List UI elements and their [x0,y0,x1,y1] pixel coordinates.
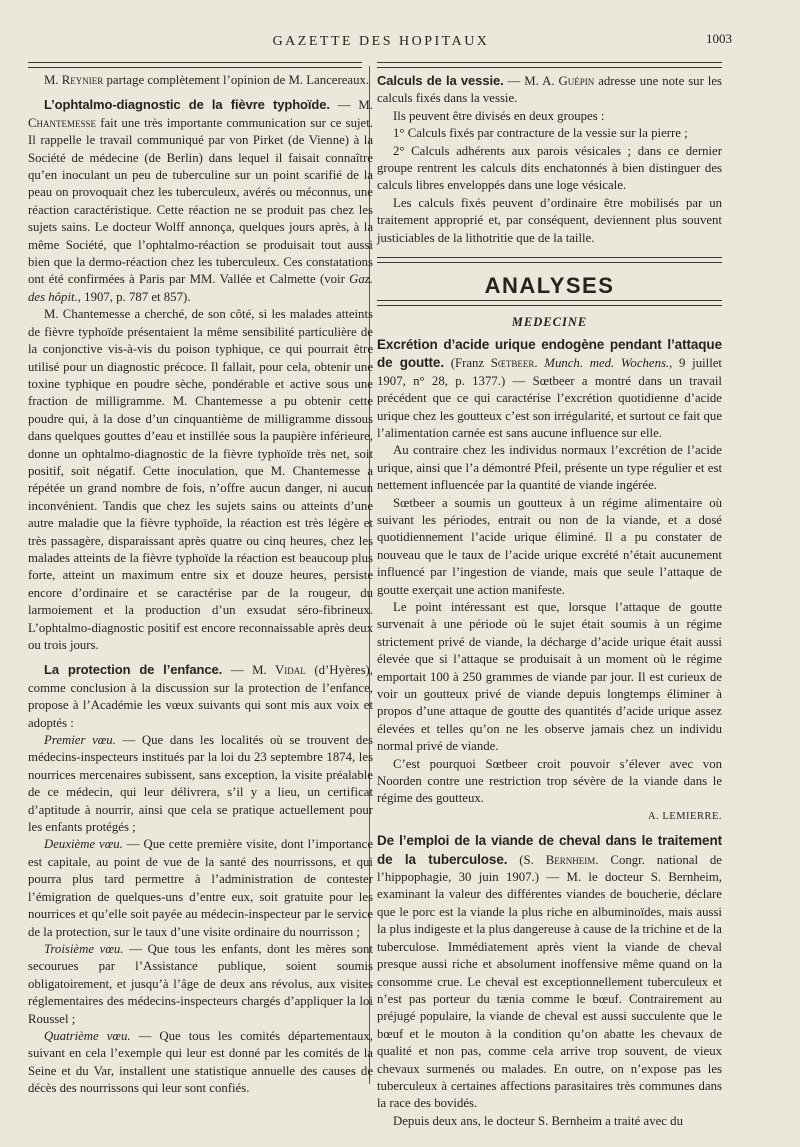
citation: , 9 juillet 1907, n° 28, p. 1377.) [377,356,722,388]
paragraph-text: fait une très importante communication sur ce sujet. Il rappelle le travail communiqué par von Pirket (de Vienne) à la Société de médecine (de Berlin) dans lequel il faisait connaître qu’en inoculant un peu de tuberculine sur un point scarifié de la peau on provoquait chez les tuberculeux, avérés ou méconnus, une réaction caractéristique. Cette réaction ne se produit pas chez les sujets sains. Le docteur Wolff annonça, quelques jours après, à la même Société, que l’ophtalmo-réaction se produisait tout aussi bien que la dermo-réaction chez les tuberculeux. Ces constatations ont été confirmées à Paris par MM. Vallée et Calmette (voir [28,115,373,287]
section-rule [377,257,722,263]
cheval-paragraph [377,832,722,1113]
voeu-3 [28,941,373,1028]
ophtalmo-paragraph-2: M. Chantemesse a cherché, de son côté, si les malades atteints de fièvre typhoïde présentaient la même sensibilité particulière de la conjonctive vis-à-vis du poison typhique, ce qui pourrait être utilisé pour un diagnostic précoce. Il fallait, pour cela, obtenir une toxine typhique en poudre sèche, pondérable et active sous une fraction de milligramme. M. Chantemesse a pu obtenir cette poudre qui, à la dose d’un cinquantième de milligramme dissous dans quelques gouttes d’eau et instillée sous la paupière inférieure, donne un ophtalmo-diagnostic de la fièvre typhoïde très net, soit positif, soit négatif. Cette inoculation, que M. Chantemesse a répétée un grand nombre de fois, n’offre aucun danger, ni aucun inconvénient. Tandis que chez les sujets sains ou atteints d’une autre maladie que la fièvre typhoïde, la réaction est très légère et très passagère, disparaissant après quatre ou cinq heures, chez les malades atteints de la fièvre typhoïde la réaction est beaucoup plus forte, atteint un maximum entre six et douze heures, persiste encore d’ordinaire et se caractérise par de la rougeur, du larmoiement et la production d’un exsudat séro-fibrineux. L’ophtalmo-diagnostic positif est encore reconnaissable après deux ou trois jours. [28,307,373,652]
paragraph-text: — M. le docteur S. Bernheim, examinant la valeur des différentes viandes de boucherie, déclare que le porc est la viande la plus riche en albuminoïdes, mais aussi la plus indigeste et la plus dangereuse à cause de la trichine et de la tuberculose. Immédiatement après vient la viande de cheval presque aussi riche et absolument inoffensive même quand on la consomme crue. Le cheval est exceptionnellement tuberculeux et n’est pas porteur du tænia comme le bœuf. Contrairement au préjugé populaire, la viande de cheval est aussi succulente que le bœuf et le mouton à la condition qu’on abatte les chevaux de qualité et non pas, comme cela arrive trop souvent, de vieux chevaux surmenés ou malades. En outre, on n’expose pas les tuberculeux à certaines affections parasitaires très communes dans la race des bovidés. [377,870,723,1111]
paragraph-text: (d’Hyères), comme conclusion à la discussion sur la protection de l’enfance, propose à l’Académie les vœux suivants qui sont mis aux voix et adoptés : [28,663,374,730]
reynier-paragraph [28,72,373,89]
urique-paragraph-2: Au contraire chez les individus normaux l’excrétion de l’acide urique, ainsi que l’a démontré Pfeil, présente un type régulier et est nettement influencée par la quantité de viande ingérée. [377,443,722,493]
article-heading: Excrétion d’acide urique endogène pendant l’attaque de goutte. [377,336,722,371]
voeu-text: — Que tous les comités départementaux, suivant en cela l’exemple qui leur est donné par les comités de la Seine et du Var, installent une statistique annuelle des causes de décès des nourrissons qui leur sont confiés. [28,1028,373,1096]
section-rule [377,300,722,306]
calculs-paragraph-5: Les calculs fixés peuvent d’ordinaire être mobilisés par un traitement approprié et, par conséquent, deviennent plus souvent justiciables de la lithotritie que de la taille. [377,195,722,245]
voeu-4 [28,1028,373,1098]
voeu-label: Deuxième vœu. [44,837,123,852]
voeu-1 [28,732,373,836]
paragraph-text: adresse une note sur les calculs fixés dans la vessie. [377,74,722,106]
calculs-paragraph-4: 2° Calculs adhérents aux parois vésicales ; dans ce dernier groupe rentrent les calculs dits enchatonnés à bien distinguer des calculs libres enveloppés dans une loge vésicale. [377,143,722,193]
header-rule-right [377,62,722,68]
citation: . [534,356,545,371]
section-title: ANALYSES [484,273,615,299]
author-name: — M. A. Guépin [503,74,595,88]
author-name: M. Reynier [44,73,104,87]
voeu-text: — Que cette première visite, dont l’importance est capitale, au point de vue de la santé des nourrissons, et qui pourra plus tard permettre à l’administration de contester l’émigration de quelques-uns d’entre eux, soit gratuite pour les nourrices et qu’elle soit payée au médecin-inspecteur par le service de la protection, sur le taux d’une visite ordinaire du nourrisson ; [28,837,373,939]
ophtalmo-paragraph [28,96,373,306]
voeu-label: Quatrième vœu. [44,1028,131,1043]
protection-paragraph [28,661,373,732]
urique-paragraph-4: Le point intéressant est que, lorsque l’attaque de goutte survenait à une période où le sujet était soumis à un régime strictement privé de viande, la décharge d’acide urique était aussi élevée que si l’attaque se produisait à un moment où le régime emportait 100 à 250 grammes de viande par jour. Il est curieux de voir un goutteux privé de viande depuis longtemps éliminer à propos d’une attaque de goutte des quantités d’acide urique assez élevées et telles qu’on ne les observe jamais chez un individu normal privé de viande. [377,599,722,754]
author-name: Bernheim [545,852,596,867]
urique-paragraph [377,336,722,442]
voeu-label: Troisième vœu. [44,941,124,956]
author-name: — M. Chantemesse [28,98,373,130]
running-header [30,31,732,58]
cheval-paragraph-2: Depuis deux ans, le docteur S. Bernheim a traité avec du [393,1113,683,1128]
right-column [377,72,722,1130]
author-signature: A. LEMIERRE. [648,810,722,822]
left-column [28,72,373,1098]
article-heading: De l’emploi de la viande de cheval dans le traitement de la tuberculose. [377,833,722,867]
citation: Gaz. des hôpit. [28,272,373,304]
article-heading: L’ophtalmo-diagnostic de la fièvre typhoïde. [44,97,330,113]
paragraph-text: partage complètement l’opinion de M. Lancereaux. [103,73,370,87]
paragraph-text: , 1907, p. 787 et 857). [77,289,191,304]
journal-name: Munch. med. Wochens. [544,356,670,371]
page-number: 1003 [706,31,732,46]
author-name: Sœtbeer [490,356,535,371]
article-heading: Calculs de la vessie. [377,73,504,88]
citation: (S. [507,852,546,867]
voeu-2 [28,836,373,940]
urique-paragraph-5: C’est pourquoi Sœtbeer croit pouvoir s’élever avec von Noorden contre une restriction trop sévère de la viande dans le régime des goutteux. [377,756,722,806]
citation: (Franz [444,356,491,371]
subsection-title: MEDECINE [511,315,588,330]
urique-paragraph-3: Sœtbeer a soumis un goutteux à un régime alimentaire où suivant les périodes, entrait ou non de la viande, et a dosé quotidiennement l’acide urique éliminé. Il a pu constater de nouveau que le taux de l’acide urique excrété n’était aucunement influencé par l’ingestion de viande, mais que seule l’attaque de goutte exerçait une action manifeste. [377,495,722,597]
calculs-paragraph-2: Ils peuvent être divisés en deux groupes : [393,108,605,123]
header-rule-left [28,62,362,68]
calculs-paragraph-3: 1° Calculs fixés par contracture de la vessie sur la pierre ; [393,126,688,141]
paragraph-text: — Sœtbeer a montré dans un travail précédent que ce qui caractérise l’excrétion quotidienne d’acide urique chez les goutteux c’est son irrégularité, et surtout ce fait que l’alimentation carnée est sans aucune influence sur elle. [377,373,722,440]
voeu-text: — Que tous les enfants, dont les mères sont secourues par l’Assistance publique, soient soumis obligatoirement, et jusqu’à l’âge de deux ans révolus, aux visites réglementaires des médecins-inspecteurs chargés d’appliquer la loi Roussel ; [28,941,373,1026]
article-heading: La protection de l’enfance. [44,662,223,678]
journal-title: GAZETTE DES HOPITAUX [272,34,490,49]
calculs-paragraph [377,72,722,108]
voeu-text: — Que dans les localités où se trouvent des médecins-inspecteurs institués par la loi du 23 septembre 1874, les nourrices mercenaires subissent, sans exception, la visite préalable de ce médecin, qui leur délivrera, s’il y a lieu, un certificat d’aptitude à nourrir, ainsi que cela se pratique actuellement pour les enfants protégés ; [28,733,373,835]
citation: . Congr. national de l’hippophagie, 30 juin 1907.) [377,852,722,885]
voeu-label: Premier vœu. [44,733,116,748]
author-name: — M. Vidal [222,663,306,678]
